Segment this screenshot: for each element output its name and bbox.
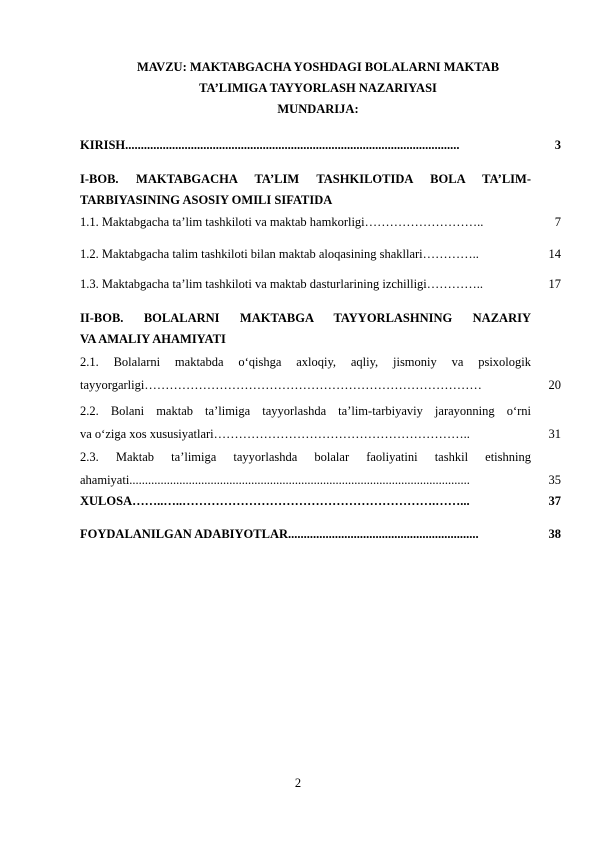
page-number: 2 xyxy=(294,776,302,790)
title-line-2: TA’LIMIGA TAYYORLASH NAZARIYASI xyxy=(199,81,437,95)
toc-entry-xulosa[interactable] xyxy=(80,492,561,511)
toc-chapter-1-line-1[interactable]: I-BOB. MAKTABGACHA TA’LIM TASHKILOTIDA BOLA TA’LIM- xyxy=(80,172,531,186)
toc-entry-2-3[interactable] xyxy=(80,471,561,490)
toc-page-number: 35 xyxy=(548,473,561,487)
toc-entry-1-2[interactable] xyxy=(80,245,561,264)
toc-page-number: 3 xyxy=(554,138,561,152)
toc-page-number: 7 xyxy=(554,215,561,229)
toc-entry-text: XULOSA……..…..…………………………………………………….……... xyxy=(80,494,470,508)
toc-entry-2-2-line-1[interactable]: 2.2. Bolani maktab ta’limiga tayyorlashda ta’lim-tarbiyaviy jarayonning o‘rni xyxy=(80,404,531,418)
toc-page-number: 17 xyxy=(548,277,561,291)
toc-entry-text: FOYDALANILGAN ADABIYOTLAR............................................................. xyxy=(80,527,479,541)
toc-entry-kirish[interactable] xyxy=(80,136,561,155)
toc-entry-text: va o‘ziga xos xususiyatlari…………………………………………………….. xyxy=(80,427,470,441)
toc-entry-2-2[interactable] xyxy=(80,425,561,444)
toc-entry-adabiyotlar[interactable] xyxy=(80,525,561,544)
toc-entry-2-1[interactable] xyxy=(80,376,561,395)
toc-page-number: 38 xyxy=(548,527,561,541)
toc-chapter-1-line-2[interactable]: TARBIYASINING ASOSIY OMILI SIFATIDA xyxy=(80,193,333,207)
toc-page-number: 37 xyxy=(548,494,561,508)
toc-entry-2-1-line-1[interactable]: 2.1. Bolalarni maktabda o‘qishga axloqiy, aqliy, jismoniy va psixologik xyxy=(80,355,531,369)
toc-page-number: 14 xyxy=(548,247,561,261)
toc-entry-1-1[interactable] xyxy=(80,213,561,232)
toc-entry-text: ahamiyati............................................................................................................. xyxy=(80,473,470,487)
toc-chapter-2-line-1[interactable]: II-BOB. BOLALARNI MAKTABGA TAYYORLASHNING NAZARIY xyxy=(80,311,531,325)
toc-page-number: 20 xyxy=(548,378,561,392)
toc-entry-text: 1.1. Maktabgacha ta’lim tashkiloti va maktab hamkorligi……………………….. xyxy=(80,215,484,229)
toc-entry-text: KIRISH........................................................................................................... xyxy=(80,138,460,152)
toc-entry-2-3-line-1[interactable]: 2.3. Maktab ta’limiga tayyorlashda bolalar faoliyatini tashkil etishning xyxy=(80,450,531,464)
toc-heading: MUNDARIJA: xyxy=(277,102,359,116)
toc-entry-text: tayyorgarligi……………………………………………………………………… xyxy=(80,378,482,392)
toc-entry-text: 1.3. Maktabgacha ta’lim tashkiloti va maktab dasturlarining izchilligi………….. xyxy=(80,277,484,291)
toc-chapter-2-line-2[interactable]: VA AMALIY AHAMIYATI xyxy=(80,332,226,346)
title-line-1: MAVZU: MAKTABGACHA YOSHDAGI BOLALARNI MAKTAB xyxy=(136,60,500,74)
toc-entry-1-3[interactable] xyxy=(80,275,561,294)
toc-page-number: 31 xyxy=(548,427,561,441)
toc-entry-text: 1.2. Maktabgacha talim tashkiloti bilan maktab aloqasining shakllari………….. xyxy=(80,247,479,261)
